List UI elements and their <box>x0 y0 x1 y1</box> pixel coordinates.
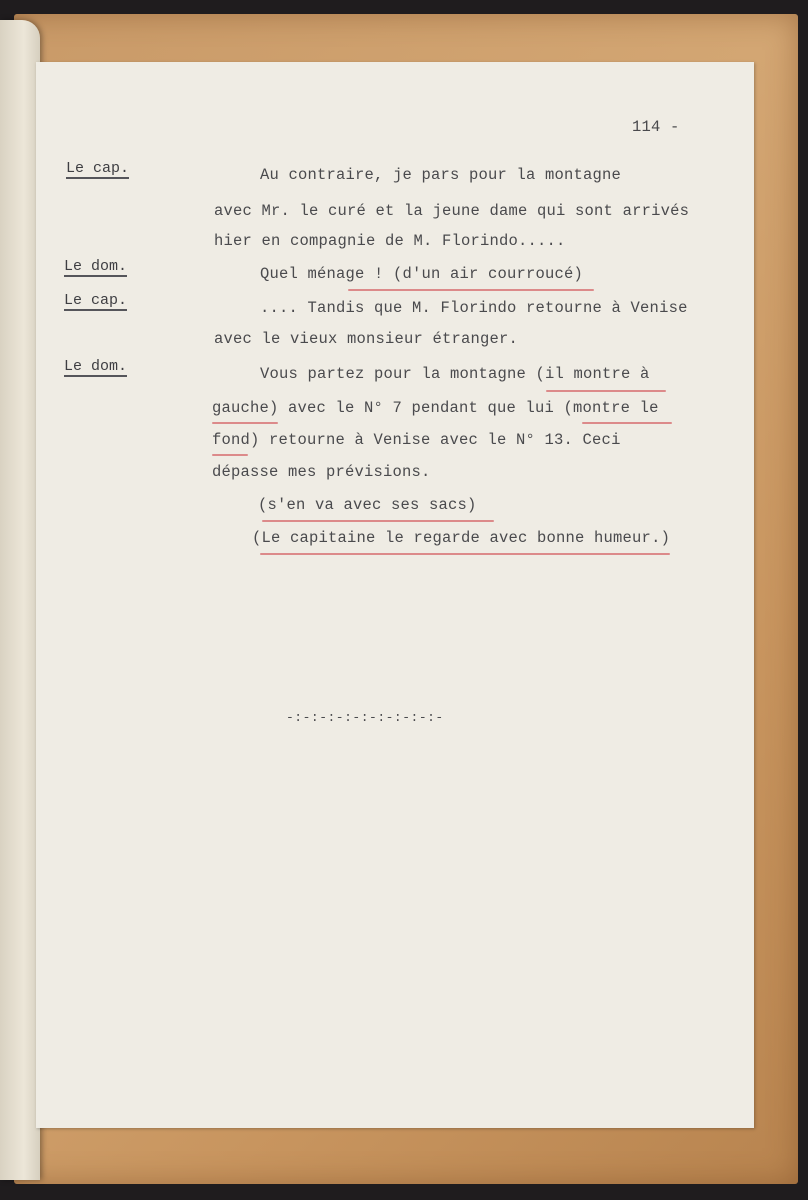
speaker-label: Le cap. <box>64 292 128 309</box>
stage-direction: (Le capitaine le regarde avec bonne humeur.) <box>252 529 671 547</box>
text-line: Au contraire, je pars pour la montagne <box>260 166 622 184</box>
text-line: Quel ménage ! (d'un air courroucé) <box>260 265 584 283</box>
text-line: Vous partez pour la montagne (il montre à <box>260 365 650 383</box>
red-underline <box>582 422 672 424</box>
text-line: hier en compagnie de M. Florindo..... <box>214 232 566 250</box>
red-underline <box>546 390 666 392</box>
red-underline <box>212 454 248 456</box>
red-underline <box>348 289 594 291</box>
speaker-label: Le dom. <box>64 258 128 275</box>
text-line: gauche) avec le N° 7 pendant que lui (montre le <box>212 399 659 417</box>
end-mark: -:-:-:-:-:-:-:-:-:- <box>286 710 444 725</box>
text-line: dépasse mes prévisions. <box>212 463 431 481</box>
red-underline <box>212 422 278 424</box>
page-number: 114 - <box>632 118 680 136</box>
text-line: fond) retourne à Venise avec le N° 13. Ceci <box>212 431 621 449</box>
speaker-label: Le cap. <box>66 160 130 177</box>
red-underline <box>260 553 670 555</box>
red-underline <box>262 520 494 522</box>
stage-direction: (s'en va avec ses sacs) <box>258 496 477 514</box>
text-line: avec le vieux monsieur étranger. <box>214 330 519 348</box>
previous-page-edge <box>0 20 40 1180</box>
speaker-label: Le dom. <box>64 358 128 375</box>
text-line: avec Mr. le curé et la jeune dame qui sont arrivés <box>214 202 690 220</box>
text-line: .... Tandis que M. Florindo retourne à Venise <box>260 299 688 317</box>
typed-page <box>36 62 754 1128</box>
